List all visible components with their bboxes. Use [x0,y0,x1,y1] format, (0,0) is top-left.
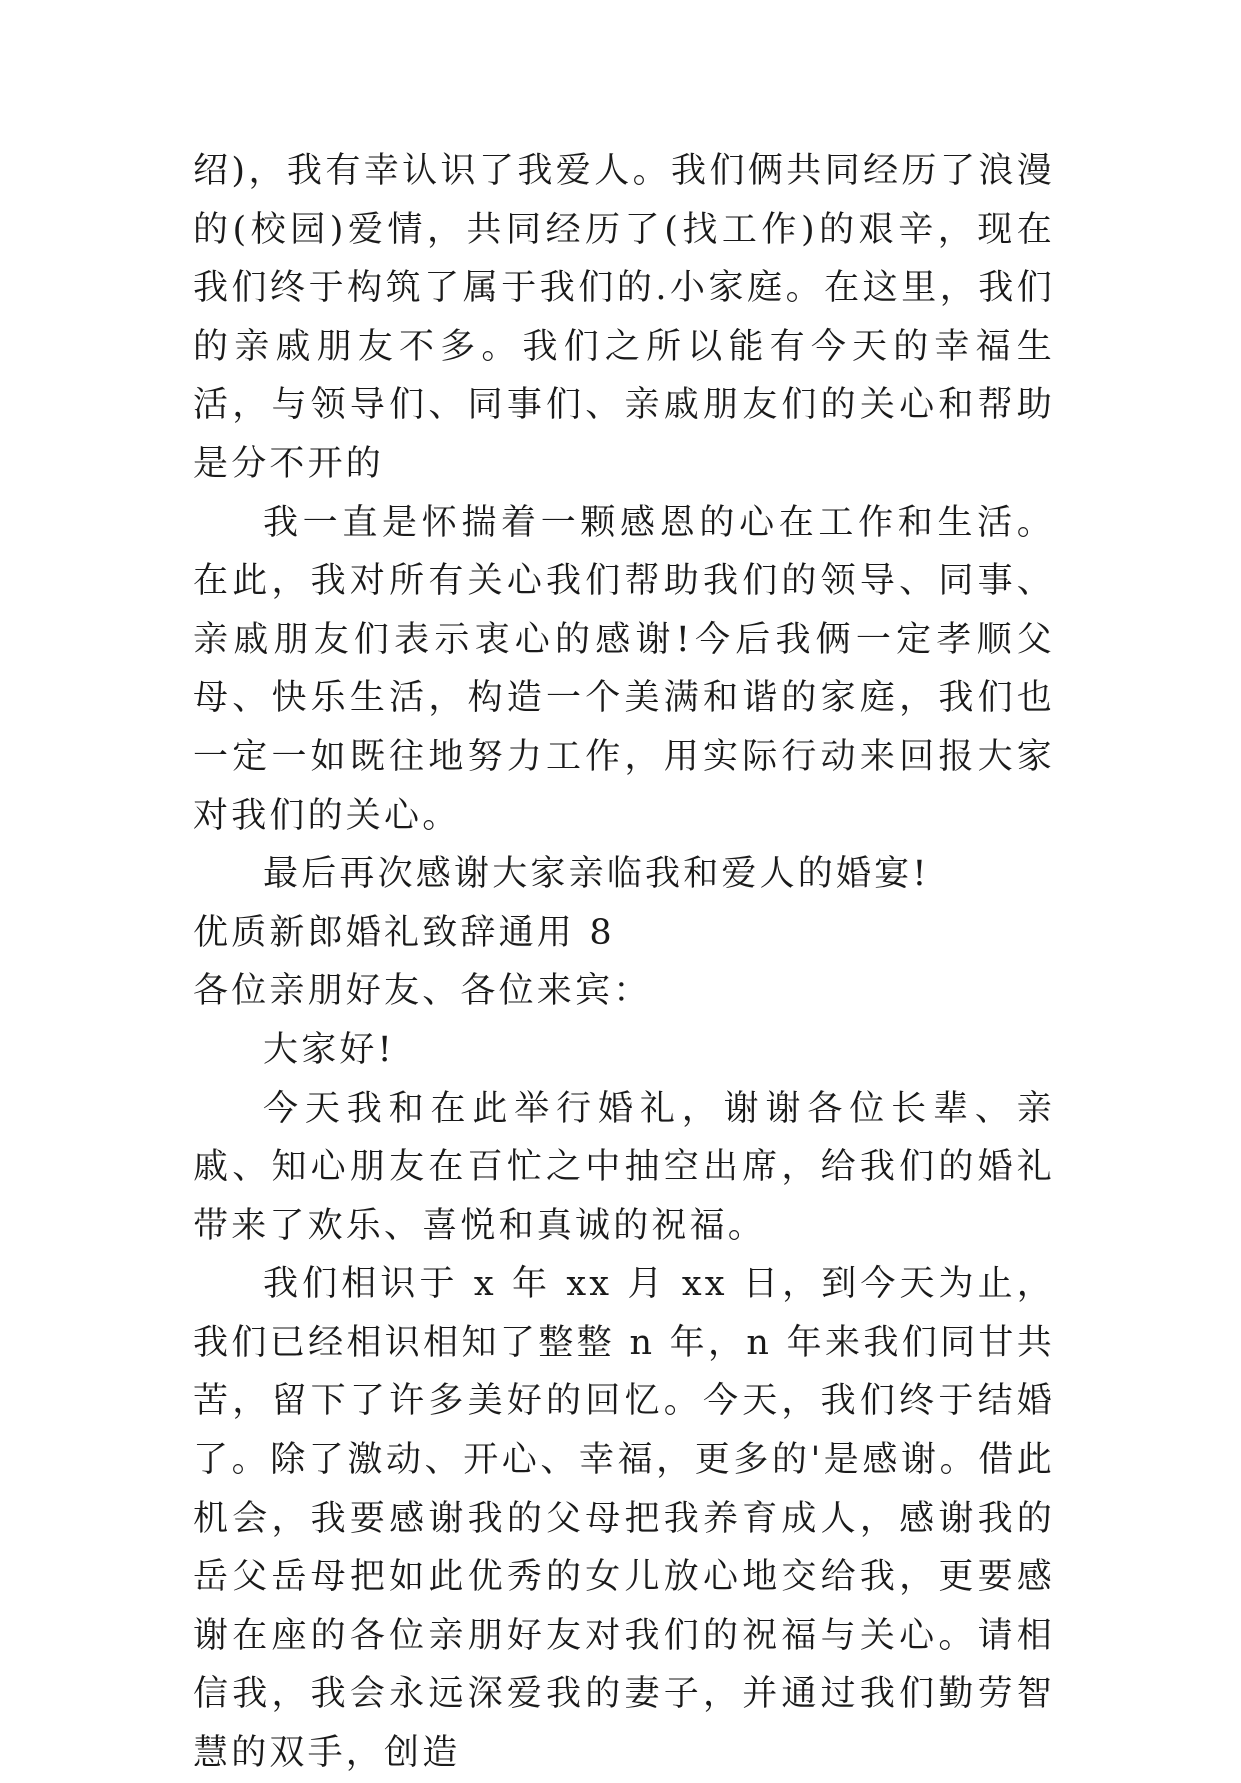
document-body [193,142,1055,1783]
section-heading: 优质新郎婚礼致辞通用 8 [193,912,615,953]
paragraph-continued: 绍)，我有幸认识了我爱人。我们俩共同经历了浪漫的(校园)爱情，共同经历了(找工作)的艰辛，现在我们终于构筑了属于我们的.小家庭。在这里，我们的亲戚朋友不多。我们之所以能有今天的幸福生活，与领导们、同事们、亲戚朋友们的关心和帮助是分不开的 [193,151,1055,484]
greeting: 大家好! [263,1029,395,1070]
paragraph-story: 我们相识于 x 年 xx 月 xx 日，到今天为止，我们已经相识相知了整整 n 年，n 年来我们同甘共苦，留下了许多美好的回忆。今天，我们终于结婚了。除了激动、开心、幸福，更多的'是感谢。借此机会，我要感谢我的父母把我养育成人，感谢我的岳父岳母把如此优秀的女儿放心地交给我，更要感谢在座的各位亲朋好友对我们的祝福与关心。请相信我，我会永远深爱我的妻子，并通过我们勤劳智慧的双手，创造 [193,1264,1055,1774]
paragraph-welcome: 今天我和在此举行婚礼，谢谢各位长辈、亲戚、知心朋友在百忙之中抽空出席，给我们的婚礼带来了欢乐、喜悦和真诚的祝福。 [193,1088,1055,1246]
paragraph-gratitude: 我一直是怀揣着一颗感恩的心在工作和生活。在此，我对所有关心我们帮助我们的领导、同事、亲戚朋友们表示衷心的感谢!今后我俩一定孝顺父母、快乐生活，构造一个美满和谐的家庭，我们也一定一如既往地努力工作，用实际行动来回报大家对我们的关心。 [193,502,1055,836]
salutation: 各位亲朋好友、各位来宾： [193,971,652,1012]
paragraph-closing-thanks: 最后再次感谢大家亲临我和爱人的婚宴! [263,854,930,895]
